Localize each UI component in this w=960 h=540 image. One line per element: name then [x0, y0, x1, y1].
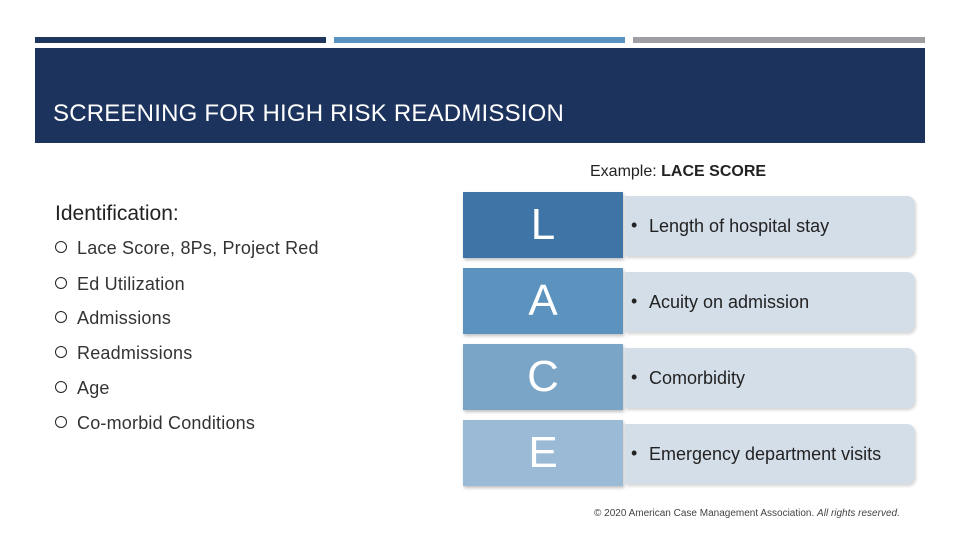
accent-stripe-dark [35, 37, 326, 43]
list-item: Lace Score, 8Ps, Project Red [55, 238, 319, 259]
accent-stripe-gray [633, 37, 925, 43]
circle-bullet-icon [55, 416, 67, 428]
lace-description-e: • Emergency department visits [625, 424, 915, 484]
lace-letter-e: E [463, 420, 623, 486]
circle-bullet-icon [55, 277, 67, 289]
title-bar [35, 48, 925, 143]
circle-bullet-icon [55, 241, 67, 253]
lace-letter-c: C [463, 344, 623, 410]
circle-bullet-icon [55, 381, 67, 393]
list-item: Readmissions [55, 343, 192, 364]
slide-title: SCREENING FOR HIGH RISK READMISSION [53, 100, 565, 127]
list-item: Ed Utilization [55, 274, 185, 295]
example-label [590, 163, 766, 181]
copyright-footer: © 2020 American Case Management Association. All rights reserved. [594, 508, 900, 519]
identification-heading: Identification: [55, 202, 179, 225]
lace-description-c: • Comorbidity [625, 348, 915, 408]
list-item: Age [55, 378, 110, 399]
lace-letter-l: L [463, 192, 623, 258]
circle-bullet-icon [55, 346, 67, 358]
lace-description-a: • Acuity on admission [625, 272, 915, 332]
lace-description-l: • Length of hospital stay [625, 196, 915, 256]
example-prefix: Example: [590, 163, 662, 180]
list-item: Co-morbid Conditions [55, 413, 255, 434]
circle-bullet-icon [55, 311, 67, 323]
example-bold: LACE SCORE [661, 163, 767, 180]
accent-stripe-blue [334, 37, 625, 43]
list-item: Admissions [55, 308, 171, 329]
lace-letter-a: A [463, 268, 623, 334]
